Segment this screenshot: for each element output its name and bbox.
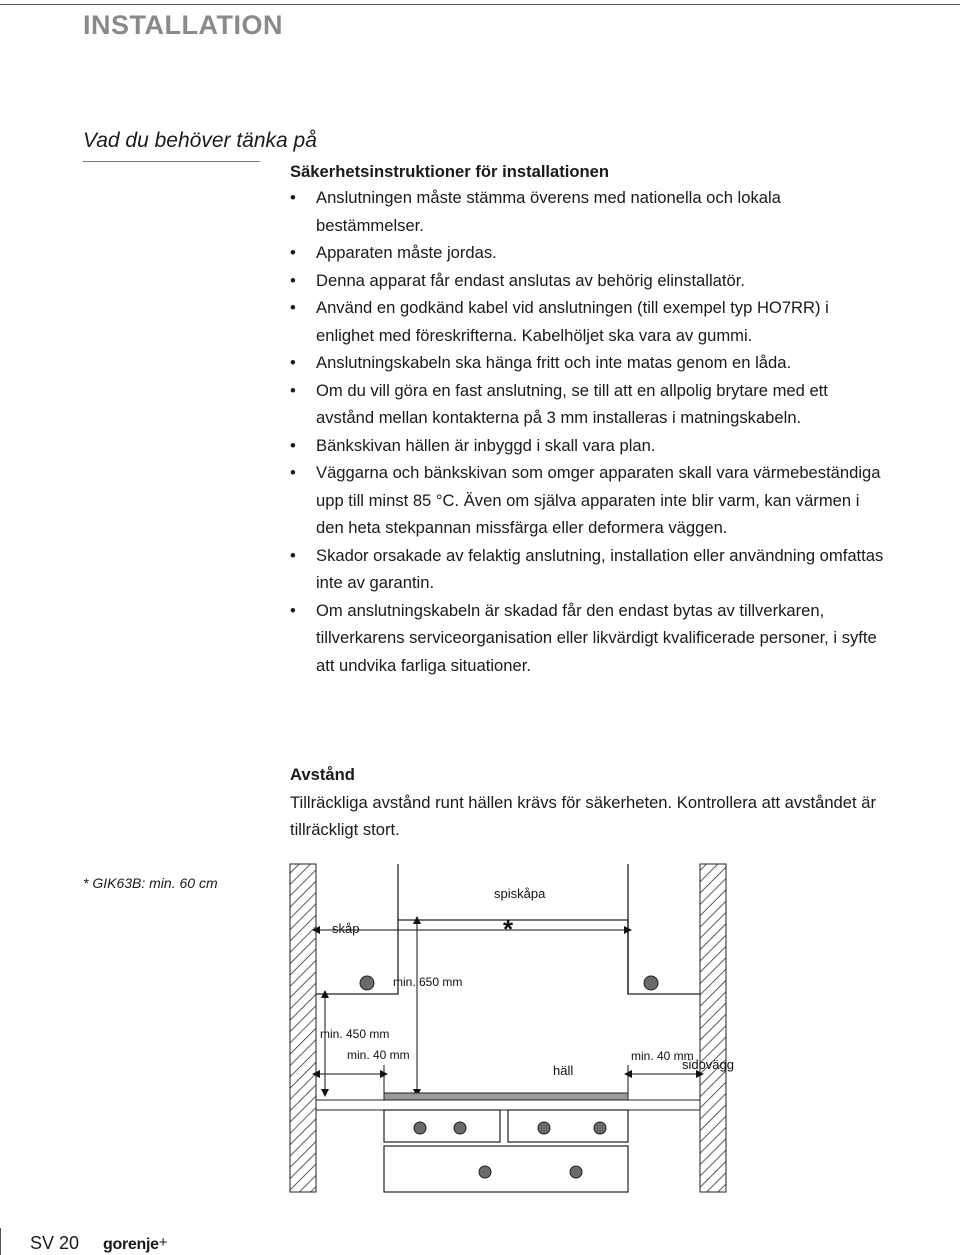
label-side-wall: sidovägg <box>681 1057 734 1072</box>
list-item: • Denna apparat får endast anslutas av behörig elinstallatör. <box>290 267 890 295</box>
section-heading-rule <box>83 161 260 162</box>
lower-cabinet <box>384 1146 628 1192</box>
installation-diagram <box>280 860 750 1195</box>
side-note: * GIK63B: min. 60 cm <box>83 875 218 891</box>
distance-text: Tillräckliga avstånd runt hällen krävs för säkerheten. Kontrollera att avståndet är tillräckligt stort. <box>290 792 876 839</box>
list-item: • Skador orsakade av felaktig anslutning, installation eller användning omfattas inte av garantin. <box>290 542 890 597</box>
cabinet-knob-icon <box>360 976 374 990</box>
left-wall <box>290 864 316 1192</box>
bullet-icon: • <box>290 188 296 207</box>
bullet-icon: • <box>290 545 296 565</box>
right-wall <box>700 864 726 1192</box>
distance-section <box>290 761 890 844</box>
section-heading: Vad du behöver tänka på <box>83 129 317 152</box>
drawer <box>384 1110 500 1142</box>
brand-logo: gorenje+ <box>103 1234 168 1253</box>
drawer-knob-icon <box>594 1122 606 1134</box>
bullet-icon: • <box>290 298 296 317</box>
cabinet-knob-icon <box>644 976 658 990</box>
brand-plus-icon: + <box>158 1234 168 1251</box>
label-cabinet: skåp <box>332 921 360 936</box>
cabinet-knob-icon <box>479 1166 491 1178</box>
label-min650: min. 650 mm <box>393 975 463 989</box>
list-item: • Apparaten måste jordas. <box>290 239 890 267</box>
header-rule <box>0 4 960 5</box>
list-item: • Använd en godkänd kabel vid anslutningen (till exempel typ HO7RR) i enlighet med föreskrifterna. Kabelhöljet ska vara av gummi. <box>290 294 890 349</box>
bullet-icon: • <box>290 243 296 262</box>
safety-heading: Säkerhetsinstruktioner för installationen <box>290 162 610 181</box>
list-item: • Väggarna och bänkskivan som omger apparaten skall vara värmebeständiga upp till minst 85 °C. Även om själva apparaten inte blir varm, kan värmen i den heta stekpannan missfärga eller deformera väggen. <box>290 459 890 542</box>
bullet-icon: • <box>290 600 296 620</box>
page-header-title: INSTALLATION <box>83 10 283 40</box>
footer-rule <box>0 1228 1 1255</box>
label-min40-right: min. 40 mm <box>631 1049 694 1063</box>
bullet-icon: • <box>290 463 296 482</box>
list-item: • Om anslutningskabeln är skadad får den endast bytas av tillverkaren, tillverkarens serviceorganisation eller likvärdigt kvalificerade personer, i syfte att undvika farliga situationer. <box>290 597 890 680</box>
list-item: • Bänkskivan hällen är inbyggd i skall vara plan. <box>290 432 890 460</box>
page-number: SV 20 <box>30 1233 80 1253</box>
bullet-icon: • <box>290 270 296 290</box>
drawer-knob-icon <box>454 1122 466 1134</box>
hob <box>384 1093 628 1100</box>
safety-list <box>290 184 890 679</box>
label-asterisk: * <box>503 914 514 944</box>
drawer-knob-icon <box>414 1122 426 1134</box>
cabinet-knob-icon <box>570 1166 582 1178</box>
label-min450: min. 450 mm <box>320 1027 390 1041</box>
label-hood: spiskåpa <box>494 886 546 901</box>
countertop <box>316 1100 700 1110</box>
list-item: • Anslutningen måste stämma överens med nationella och lokala bestämmelser. <box>290 184 890 239</box>
bullet-icon: • <box>290 353 296 372</box>
list-item: • Anslutningskabeln ska hänga fritt och inte matas genom en låda. <box>290 349 890 377</box>
drawer <box>508 1110 628 1142</box>
distance-heading: Avstånd <box>290 765 355 784</box>
safety-instructions <box>290 160 890 679</box>
drawer-knob-icon <box>538 1122 550 1134</box>
label-min40-left: min. 40 mm <box>347 1048 410 1062</box>
list-item: • Om du vill göra en fast anslutning, se till att en allpolig brytare med ett avstånd mellan kontakterna på 3 mm installeras i matningskabeln. <box>290 377 890 432</box>
label-hob: häll <box>553 1063 574 1078</box>
bullet-icon: • <box>290 380 296 400</box>
bullet-icon: • <box>290 435 296 455</box>
